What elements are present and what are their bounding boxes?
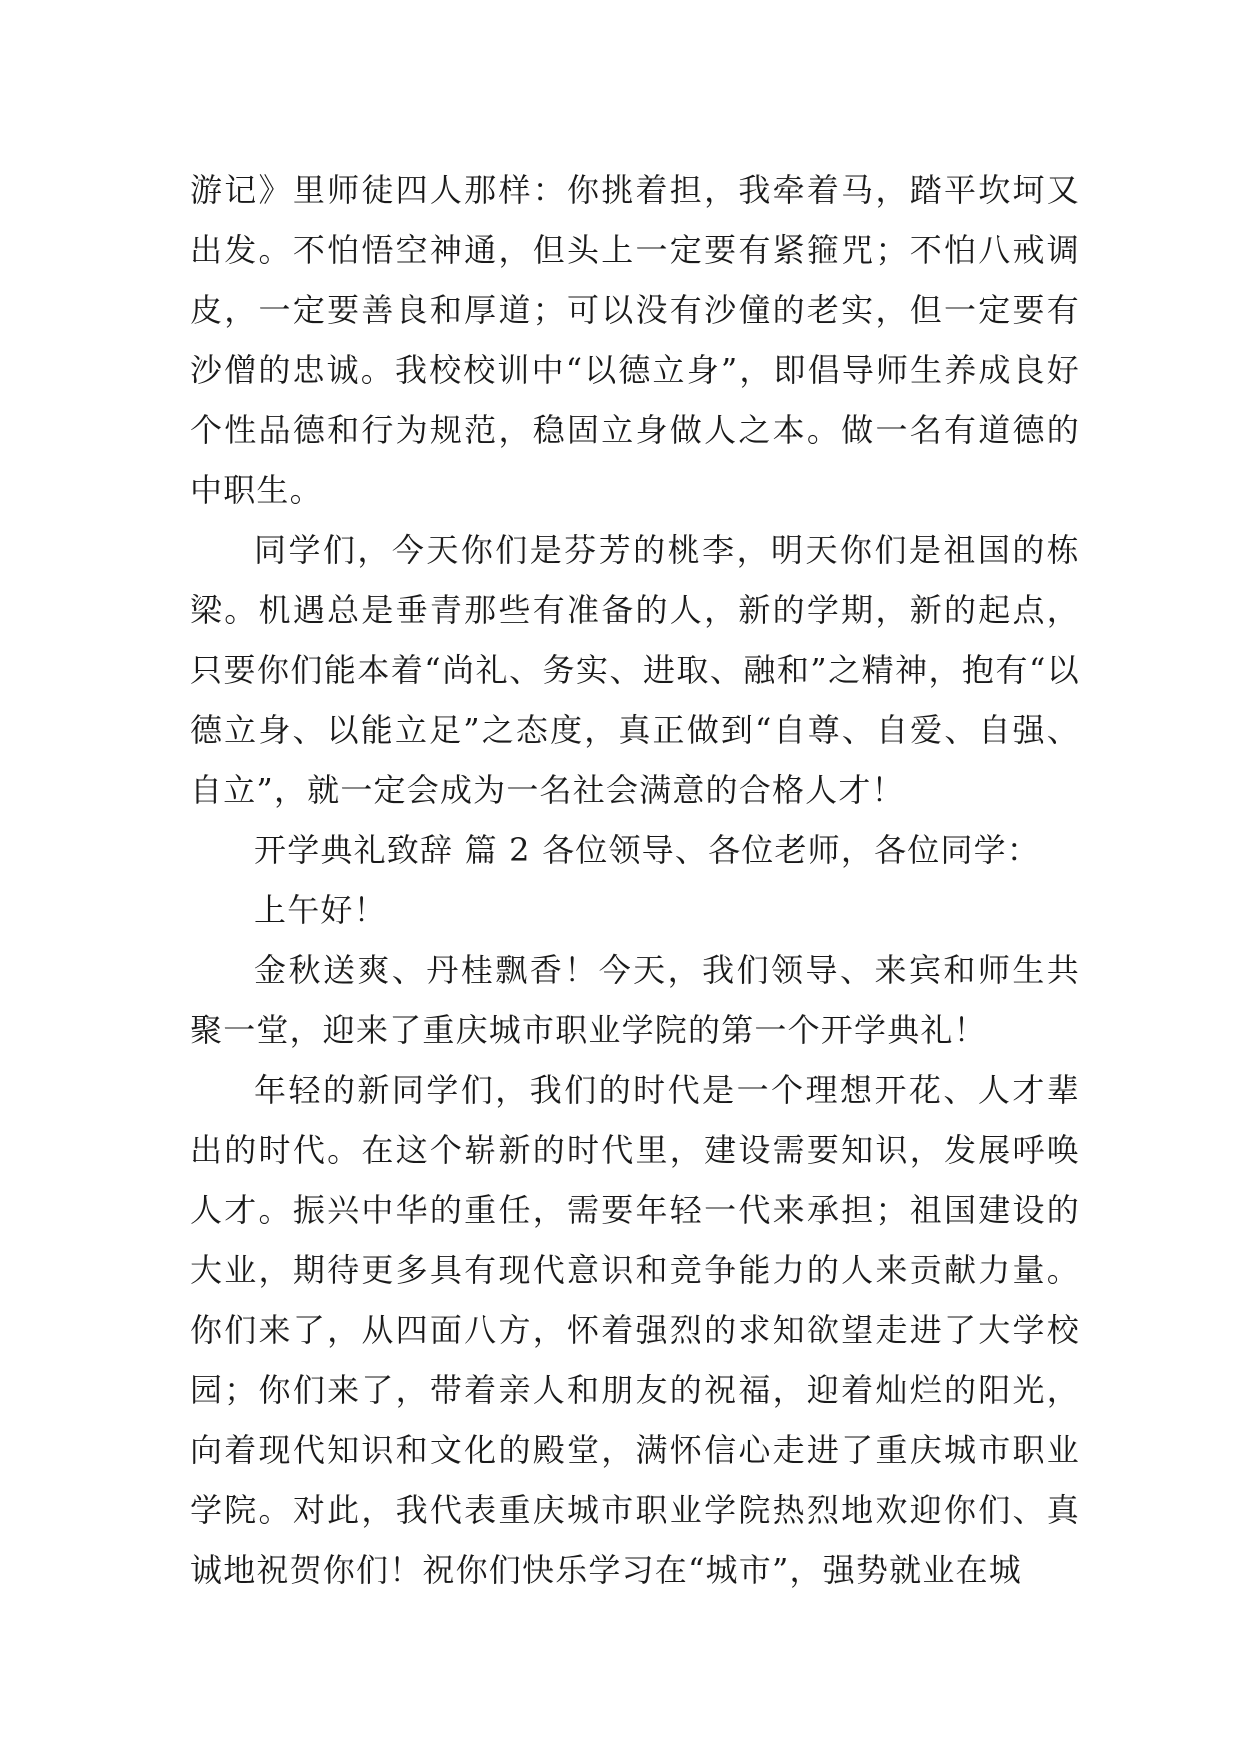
paragraph-3-heading: 开学典礼致辞 篇 2 各位领导、各位老师，各位同学： bbox=[254, 831, 1041, 869]
paragraph-4-greeting: 上午好！ bbox=[254, 891, 387, 929]
paragraph-6: 年轻的新同学们，我们的时代是一个理想开花、人才辈出的时代。在这个崭新的时代里，建设需要知识，发展呼唤人才。振兴中华的重任，需要年轻一代来承担；祖国建设的大业，期待更多具有现代意识和竞争能力的人来贡献力量。你们来了，从四面八方，怀着强烈的求知欲望走进了大学校园；你们来了，带着亲人和朋友的祝福，迎着灿烂的阳光，向着现代知识和文化的殿堂，满怀信心走进了重庆城市职业学院。对此，我代表重庆城市职业学院热烈地欢迎你们、真诚地祝贺你们！祝你们快乐学习在“城市”，强势就业在城 bbox=[190, 1071, 1080, 1589]
document-body bbox=[190, 160, 1080, 1600]
paragraph-1: 游记》里师徒四人那样：你挑着担，我牵着马，踏平坎坷又出发。不怕悟空神通，但头上一定要有紧箍咒；不怕八戒调皮，一定要善良和厚道；可以没有沙僮的老实，但一定要有沙僧的忠诚。我校校训中“以德立身”，即倡导师生养成良好个性品德和行为规范，稳固立身做人之本。做一名有道德的中职生。 bbox=[190, 171, 1080, 509]
paragraph-2: 同学们，今天你们是芬芳的桃李，明天你们是祖国的栋梁。机遇总是垂青那些有准备的人，新的学期，新的起点，只要你们能本着“尚礼、务实、进取、融和”之精神，抱有“以德立身、以能立足”之态度，真正做到“自尊、自爱、自强、自立”，就一定会成为一名社会满意的合格人才！ bbox=[190, 531, 1080, 809]
paragraph-5: 金秋送爽、丹桂飘香！今天，我们领导、来宾和师生共聚一堂，迎来了重庆城市职业学院的第一个开学典礼！ bbox=[190, 951, 1080, 1049]
